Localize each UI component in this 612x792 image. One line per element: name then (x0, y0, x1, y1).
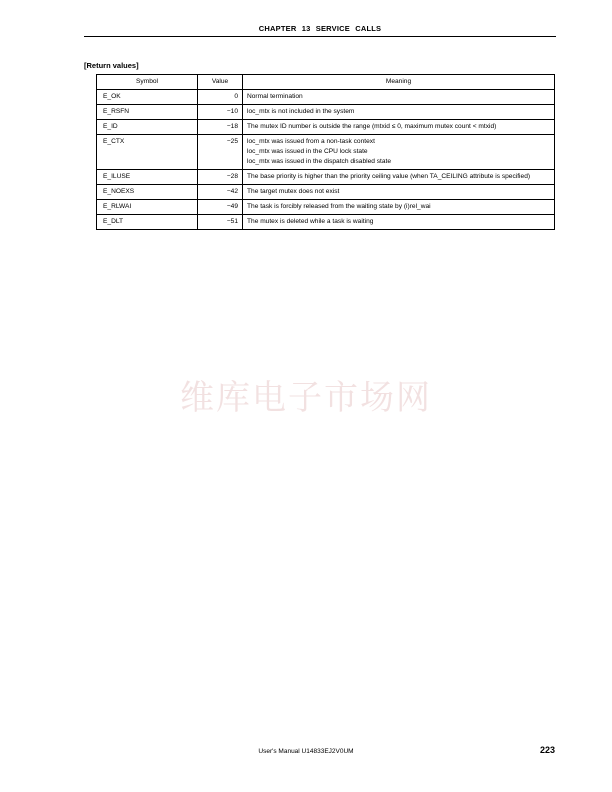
value-cell: −10 (198, 105, 243, 120)
column-header-symbol: Symbol (97, 75, 198, 90)
symbol-cell: E_DLT (97, 215, 198, 230)
meaning-line: Normal termination (247, 93, 303, 100)
meaning-line: loc_mtx was issued in the CPU lock state (247, 148, 368, 155)
footer-manual-id: User's Manual U14833EJ2V0UM (258, 748, 354, 755)
meaning-cell (243, 215, 555, 230)
table-header-row (97, 75, 555, 90)
meaning-line: loc_mtx was issued in the dispatch disabled state (247, 158, 392, 165)
symbol-cell: E_RSFN (97, 105, 198, 120)
meaning-line: The mutex is deleted while a task is waiting (247, 218, 374, 225)
meaning-cell (243, 135, 555, 170)
meaning-line: The target mutex does not exist (247, 188, 340, 195)
meaning-cell (243, 170, 555, 185)
meaning-line: The mutex ID number is outside the range (mtxid ≤ 0, maximum mutex count < mtxid) (247, 123, 497, 130)
symbol-cell: E_NOEXS (97, 185, 198, 200)
column-header-meaning: Meaning (243, 75, 555, 90)
table-row (97, 90, 555, 105)
table-row (97, 170, 555, 185)
return-values-table (96, 74, 555, 230)
column-header-value: Value (198, 75, 243, 90)
table-row (97, 105, 555, 120)
meaning-line: loc_mtx is not included in the system (247, 108, 355, 115)
symbol-cell: E_ILUSE (97, 170, 198, 185)
symbol-cell: E_ID (97, 120, 198, 135)
symbol-cell: E_OK (97, 90, 198, 105)
value-cell: −42 (198, 185, 243, 200)
meaning-line: The task is forcibly released from the waiting state by (i)rel_wai (247, 203, 431, 210)
value-cell: −28 (198, 170, 243, 185)
symbol-cell: E_CTX (97, 135, 198, 170)
meaning-cell (243, 90, 555, 105)
meaning-cell (243, 185, 555, 200)
table-row (97, 185, 555, 200)
value-cell: −25 (198, 135, 243, 170)
chapter-header: CHAPTER 13 SERVICE CALLS (84, 24, 556, 37)
table-row (97, 215, 555, 230)
value-cell: −51 (198, 215, 243, 230)
symbol-cell: E_RLWAI (97, 200, 198, 215)
value-cell: −49 (198, 200, 243, 215)
meaning-line: loc_mtx was issued from a non-task context (247, 138, 375, 145)
table-row (97, 200, 555, 215)
meaning-cell (243, 200, 555, 215)
meaning-cell (243, 105, 555, 120)
meaning-line: The base priority is higher than the priority ceiling value (when TA_CEILING attribute is specified) (247, 173, 531, 180)
watermark: 维库电子市场网 (180, 378, 432, 418)
meaning-cell (243, 120, 555, 135)
value-cell: −18 (198, 120, 243, 135)
page-number: 223 (539, 745, 555, 755)
value-cell: 0 (198, 90, 243, 105)
table-row (97, 135, 555, 170)
section-label: [Return values] (84, 61, 139, 70)
table-row (97, 120, 555, 135)
